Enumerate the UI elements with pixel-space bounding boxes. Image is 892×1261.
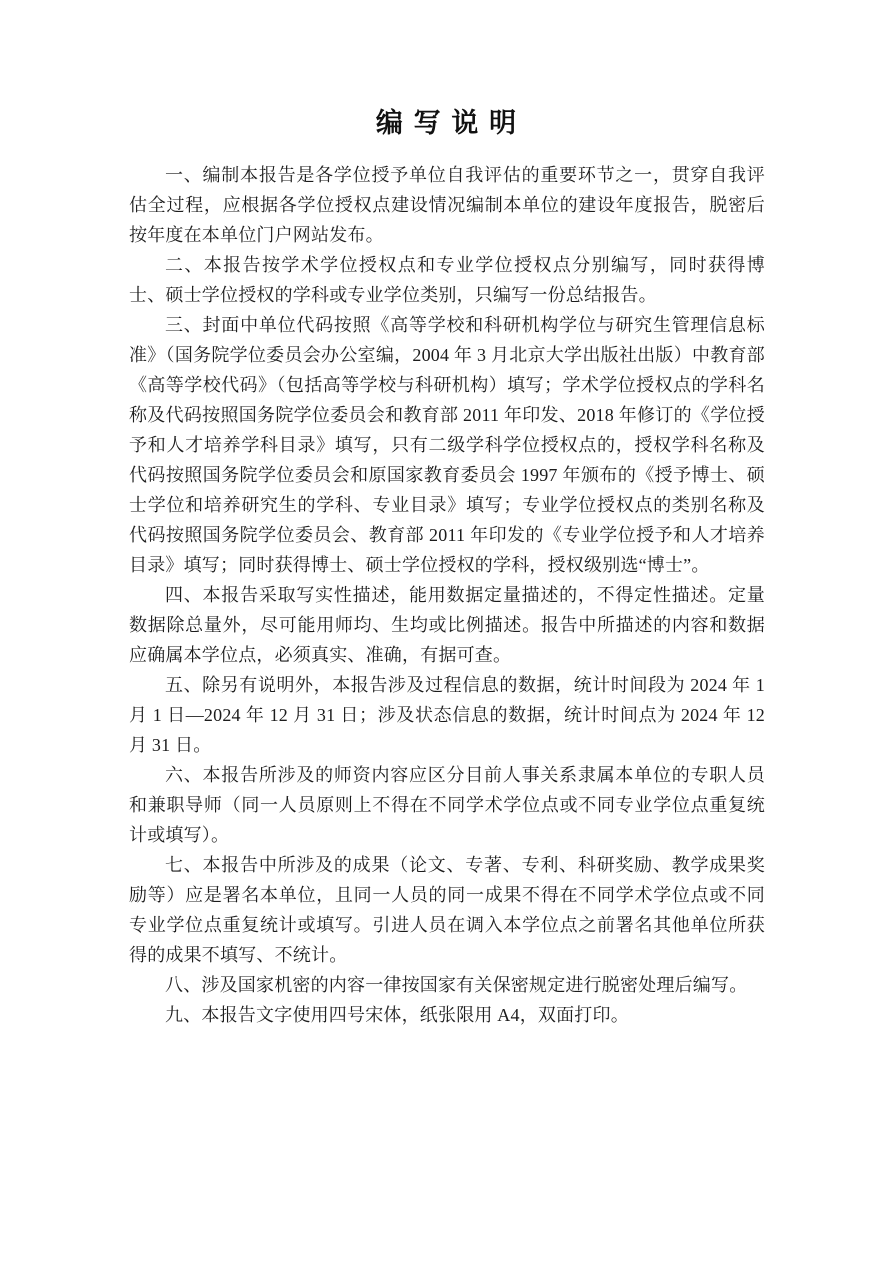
instruction-paragraph-2: 二、本报告按学术学位授权点和专业学位授权点分别编写，同时获得博士、硕士学位授权的学科或专业学位类别，只编写一份总结报告。 (129, 255, 765, 305)
instruction-paragraph-4: 四、本报告采取写实性描述，能用数据定量描述的，不得定性描述。定量数据除总量外，尽可能用师均、生均或比例描述。报告中所描述的内容和数据应确属本学位点，必须真实、准确，有据可查。 (129, 585, 765, 665)
instruction-paragraph-7: 七、本报告中所涉及的成果（论文、专著、专利、科研奖励、教学成果奖励等）应是署名本单位，且同一人员的同一成果不得在不同学术学位点或不同专业学位点重复统计或填写。引进人员在调入本学位点之前署名其他单位所获得的成果不填写、不统计。 (129, 855, 765, 965)
instruction-paragraph-9: 九、本报告文字使用四号宋体，纸张限用 A4，双面打印。 (165, 1005, 629, 1025)
instruction-paragraph-6: 六、本报告所涉及的师资内容应区分目前人事关系隶属本单位的专职人员和兼职导师（同一人员原则上不得在不同学术学位点或不同专业学位点重复统计或填写）。 (129, 765, 765, 845)
instruction-paragraph-5: 五、除另有说明外，本报告涉及过程信息的数据，统计时间段为 2024 年 1 月 1 日—2024 年 12 月 31 日；涉及状态信息的数据，统计时间点为 2024 年 12 月 31 日。 (129, 675, 765, 755)
document-title: 编 写 说 明 (375, 108, 519, 138)
instruction-paragraph-3: 三、封面中单位代码按照《高等学校和科研机构学位与研究生管理信息标准》（国务院学位委员会办公室编，2004 年 3 月北京大学出版社出版）中教育部《高等学校代码》（包括高等学校与科研机构）填写；学术学位授权点的学科名称及代码按照国务院学位委员会和教育部 2011 年印发、2018 年修订的《学位授予和人才培养学科目录》填写，只有二级学科学位授权点的，授权学科名称及代码按照国务院学位委员会和原国家教育委员会 1997 年颁布的《授予博士、硕士学位和培养研究生的学科、专业目录》填写；专业学位授权点的类别名称及代码按照国务院学位委员会、教育部 2011 年印发的《专业学位授予和人才培养目录》填写；同时获得博士、硕士学位授权的学科，授权级别选“博士”。 (129, 315, 765, 575)
instruction-paragraph-1: 一、编制本报告是各学位授予单位自我评估的重要环节之一，贯穿自我评估全过程，应根据各学位授权点建设情况编制本单位的建设年度报告，脱密后按年度在本单位门户网站发布。 (129, 165, 765, 245)
instruction-paragraph-8: 八、涉及国家机密的内容一律按国家有关保密规定进行脱密处理后编写。 (165, 975, 748, 995)
document-body (129, 160, 765, 1030)
